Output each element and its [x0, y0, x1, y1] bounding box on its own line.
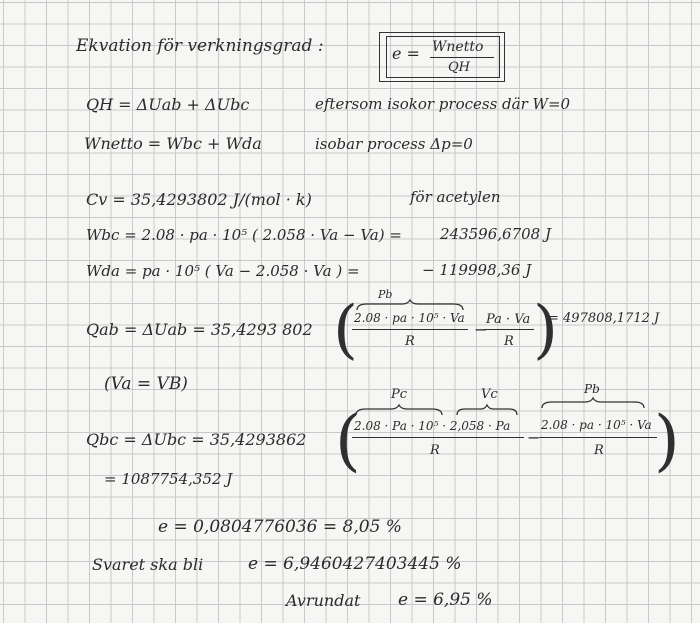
wnetto-note: isobar process Δp=0 — [315, 135, 473, 153]
wbc-equation: Wbc = 2.08 · pa · 10⁵ ( 2.058 · Va − Va) = — [86, 226, 402, 244]
qbc-num2: 2.08 · pa · 10⁵ · Va — [541, 418, 652, 432]
answer-label: Svaret ska bli — [92, 555, 204, 574]
qbc-lhs: Qbc = ΔUbc = 35,4293862 — [86, 430, 307, 449]
efficiency-fraction-bar — [430, 57, 494, 58]
e-result: e = 0,0804776036 = 8,05 % — [158, 517, 402, 537]
qbc-value: = 1087754,352 J — [104, 470, 233, 488]
title-text: Ekvation för verkningsgrad : — [76, 36, 324, 56]
wda-equation: Wda = pa · 10⁵ ( Va − 2.058 · Va ) = — [86, 262, 360, 280]
rounded-label: Avrundat — [286, 591, 361, 610]
efficiency-lhs: e = — [392, 44, 420, 63]
qbc-pc-brace — [354, 405, 444, 417]
rounded-value: e = 6,95 % — [398, 590, 493, 610]
qbc-pc-label: Pc — [391, 387, 408, 402]
qbc-left-paren: ( — [335, 402, 361, 479]
wbc-value: 243596,6708 J — [440, 225, 551, 243]
qab-num1: 2.08 · pa · 10⁵ · Va — [354, 311, 465, 325]
qab-left-paren: ( — [333, 293, 358, 367]
efficiency-numerator: Wnetto — [432, 39, 484, 55]
qbc-bar2 — [539, 437, 657, 438]
answer-value: e = 6,9460427403445 % — [248, 554, 462, 574]
qbc-pb-brace — [540, 398, 646, 410]
qab-pb-label: Pb — [378, 288, 393, 301]
cv-note: för acetylen — [410, 188, 501, 206]
qab-num2: Pa · Va — [486, 312, 531, 327]
qab-bar2 — [484, 329, 534, 330]
qbc-right-paren: ) — [654, 402, 680, 479]
qab-value: = 497808,1712 J — [548, 311, 660, 326]
qbc-num1: 2.08 · Pa · 10⁵ · 2,058 · Pa — [354, 419, 511, 433]
qbc-den1: R — [430, 443, 440, 458]
qab-minus: − — [474, 320, 488, 339]
qh-equation: QH = ΔUab + ΔUbc — [86, 95, 250, 114]
wnetto-equation: Wnetto = Wbc + Wda — [84, 134, 262, 153]
va-equals-vb: (Va = VB) — [104, 374, 188, 394]
qab-den1: R — [405, 334, 415, 349]
cv-equation: Cv = 35,4293802 J/(mol · k) — [86, 190, 312, 209]
qbc-bar1 — [352, 437, 524, 438]
qab-bar1 — [352, 329, 468, 330]
qbc-minus: − — [527, 428, 541, 447]
qbc-vc-brace — [455, 405, 519, 417]
qh-note: eftersom isokor process där W=0 — [315, 95, 571, 113]
qab-right-paren: ) — [533, 293, 558, 367]
qbc-vc-label: Vc — [481, 387, 498, 402]
wda-value: − 119998,36 J — [422, 261, 532, 279]
efficiency-denominator: QH — [448, 60, 470, 75]
qab-den2: R — [504, 334, 514, 349]
qbc-den2: R — [594, 443, 604, 458]
qbc-pb-label: Pb — [584, 382, 600, 396]
qab-lhs: Qab = ΔUab = 35,4293 802 — [86, 320, 313, 339]
